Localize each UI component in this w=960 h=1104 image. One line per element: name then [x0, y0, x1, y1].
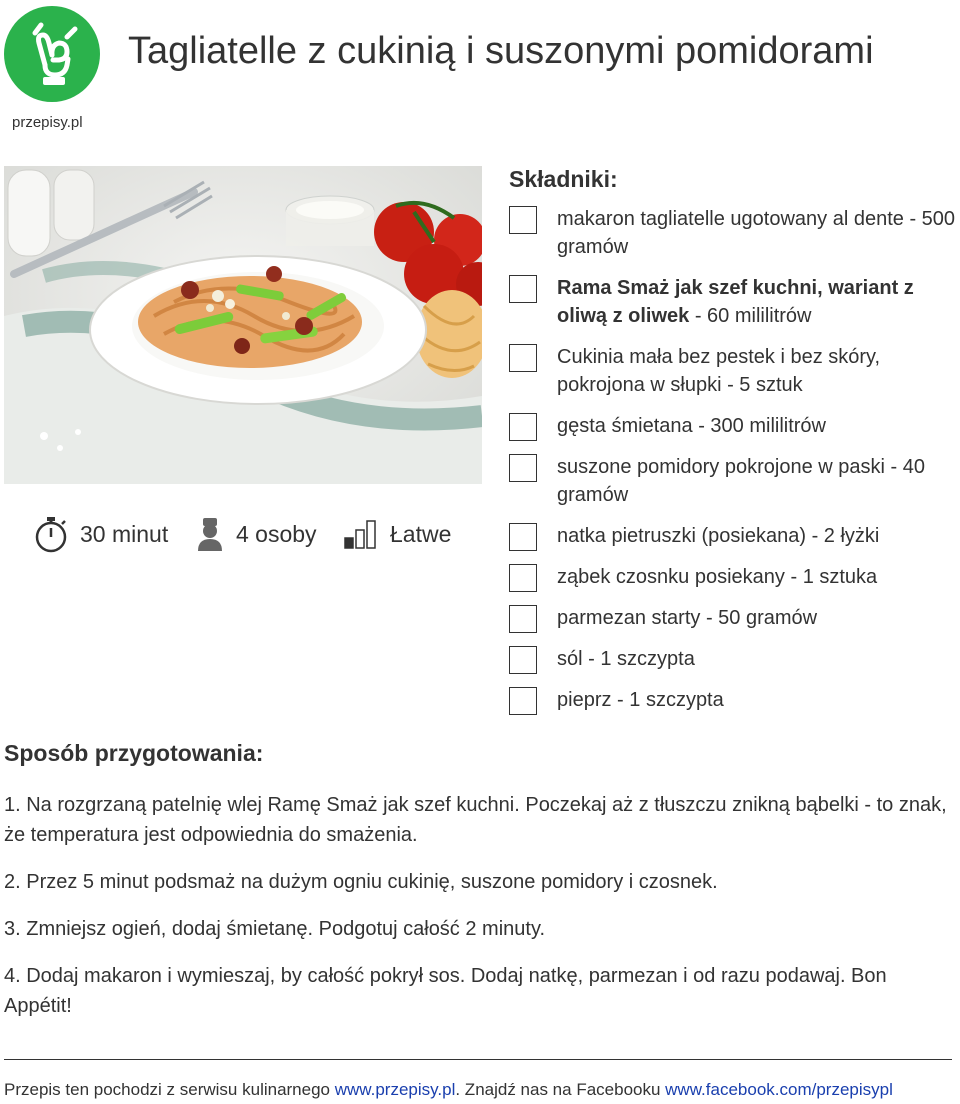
difficulty-bar	[367, 521, 375, 548]
difficulty-bar	[356, 530, 364, 548]
footer	[4, 1080, 893, 1100]
ingredient-amount: - 40 gramów	[557, 456, 925, 506]
brand-name[interactable]: przepisy.pl	[12, 114, 83, 131]
ingredient-item	[509, 686, 959, 714]
prep-time	[34, 512, 168, 556]
ingredient-item	[509, 604, 959, 632]
ingredient-checkbox[interactable]	[509, 413, 537, 441]
ingredient-amount: - 1 sztuka	[784, 566, 878, 588]
ingredient-amount: - 50 gramów	[700, 607, 818, 629]
footer-link-przepisy[interactable]: www.przepisy.pl	[334, 1080, 456, 1099]
ingredient-amount: - 1 szczypta	[582, 648, 695, 670]
ingredient-amount: - 300 mililitrów	[692, 415, 826, 437]
ingredient-name: sól	[557, 648, 583, 670]
preparation-step: 3. Zmniejsz ogień, dodaj śmietanę. Podgotuj całość 2 minuty.	[4, 918, 546, 940]
ingredient-name: ząbek czosnku posiekany	[557, 566, 785, 588]
difficulty-label: Łatwe	[390, 520, 452, 547]
preparation-heading: Sposób przygotowania:	[4, 740, 264, 766]
prep-time-label: 30 minut	[80, 520, 169, 547]
ingredient-checkbox[interactable]	[509, 523, 537, 551]
preparation-step: 2. Przez 5 minut podsmaż na dużym ogniu cukinię, suszone pomidory i czosnek.	[4, 871, 718, 893]
recipe-title: Tagliatelle z cukinią i suszonymi pomidorami	[128, 30, 874, 72]
ingredient-name: natka pietruszki (posiekana)	[557, 525, 807, 547]
difficulty	[342, 512, 451, 556]
ingredient-name: parmezan starty	[557, 607, 701, 629]
servings-label: 4 osoby	[236, 520, 317, 547]
ingredient-checkbox[interactable]	[509, 454, 537, 482]
ingredient-checkbox[interactable]	[509, 564, 537, 592]
servings	[196, 512, 317, 556]
ingredient-name: Cukinia mała bez pestek i bez skóry, pokrojona w słupki	[557, 346, 881, 396]
ingredients-heading: Składniki:	[509, 166, 618, 192]
ingredient-name: Rama Smaż jak szef kuchni, wariant z oliwą z oliwek	[557, 277, 914, 327]
recipe-photo	[4, 166, 482, 484]
ingredient-amount: - 1 szczypta	[611, 689, 724, 711]
footer-divider	[4, 1059, 952, 1060]
stopwatch-icon	[34, 515, 68, 553]
footer-text-2: . Znajdź nas na Facebooku	[455, 1080, 666, 1099]
ingredient-name: pieprz	[557, 689, 612, 711]
ingredient-checkbox[interactable]	[509, 605, 537, 633]
ok-hand-icon	[21, 19, 83, 89]
brand-logo[interactable]	[4, 6, 100, 102]
ingredient-item	[509, 274, 959, 330]
ingredient-checkbox[interactable]	[509, 275, 537, 303]
ingredient-checkbox[interactable]	[509, 344, 537, 372]
ingredient-checkbox[interactable]	[509, 206, 537, 234]
ingredient-item	[509, 205, 959, 261]
ingredient-item	[509, 412, 959, 440]
preparation-step: 4. Dodaj makaron i wymieszaj, by całość pokrył sos. Dodaj natkę, parmezan i od razu podawaj. Bon Appétit!	[4, 965, 887, 1017]
ingredient-checkbox[interactable]	[509, 687, 537, 715]
difficulty-bar	[345, 538, 353, 548]
ingredient-checkbox[interactable]	[509, 646, 537, 674]
ingredient-name: makaron tagliatelle ugotowany al dente	[557, 208, 904, 230]
ingredient-name: gęsta śmietana	[557, 415, 693, 437]
ingredient-name: suszone pomidory pokrojone w paski	[557, 456, 885, 478]
ingredient-amount: - 5 sztuk	[721, 374, 803, 396]
ingredient-item	[509, 453, 959, 509]
ingredient-item	[509, 645, 959, 673]
footer-link-facebook[interactable]: www.facebook.com/przepisypl	[665, 1080, 893, 1099]
ingredient-amount: - 60 mililitrów	[689, 305, 812, 327]
ingredient-amount: - 2 łyżki	[806, 525, 880, 547]
preparation-steps	[4, 790, 956, 1038]
preparation-step: 1. Na rozgrzaną patelnię wlej Ramę Smaż jak szef kuchni. Poczekaj aż z tłuszczu znikną bąbelki - to znak, że temperatura jest odpowiednia do smażenia.	[4, 794, 947, 846]
ingredient-amount: - 500 gramów	[557, 208, 956, 258]
recipe-meta	[34, 512, 484, 556]
ingredient-item	[509, 563, 959, 591]
difficulty-bars-icon	[342, 518, 378, 550]
ingredient-item	[509, 522, 959, 550]
ingredient-item	[509, 343, 959, 399]
chef-icon	[196, 516, 224, 552]
footer-text-1: Przepis ten pochodzi z serwisu kulinarnego	[4, 1080, 335, 1099]
ingredients-list	[509, 205, 959, 727]
